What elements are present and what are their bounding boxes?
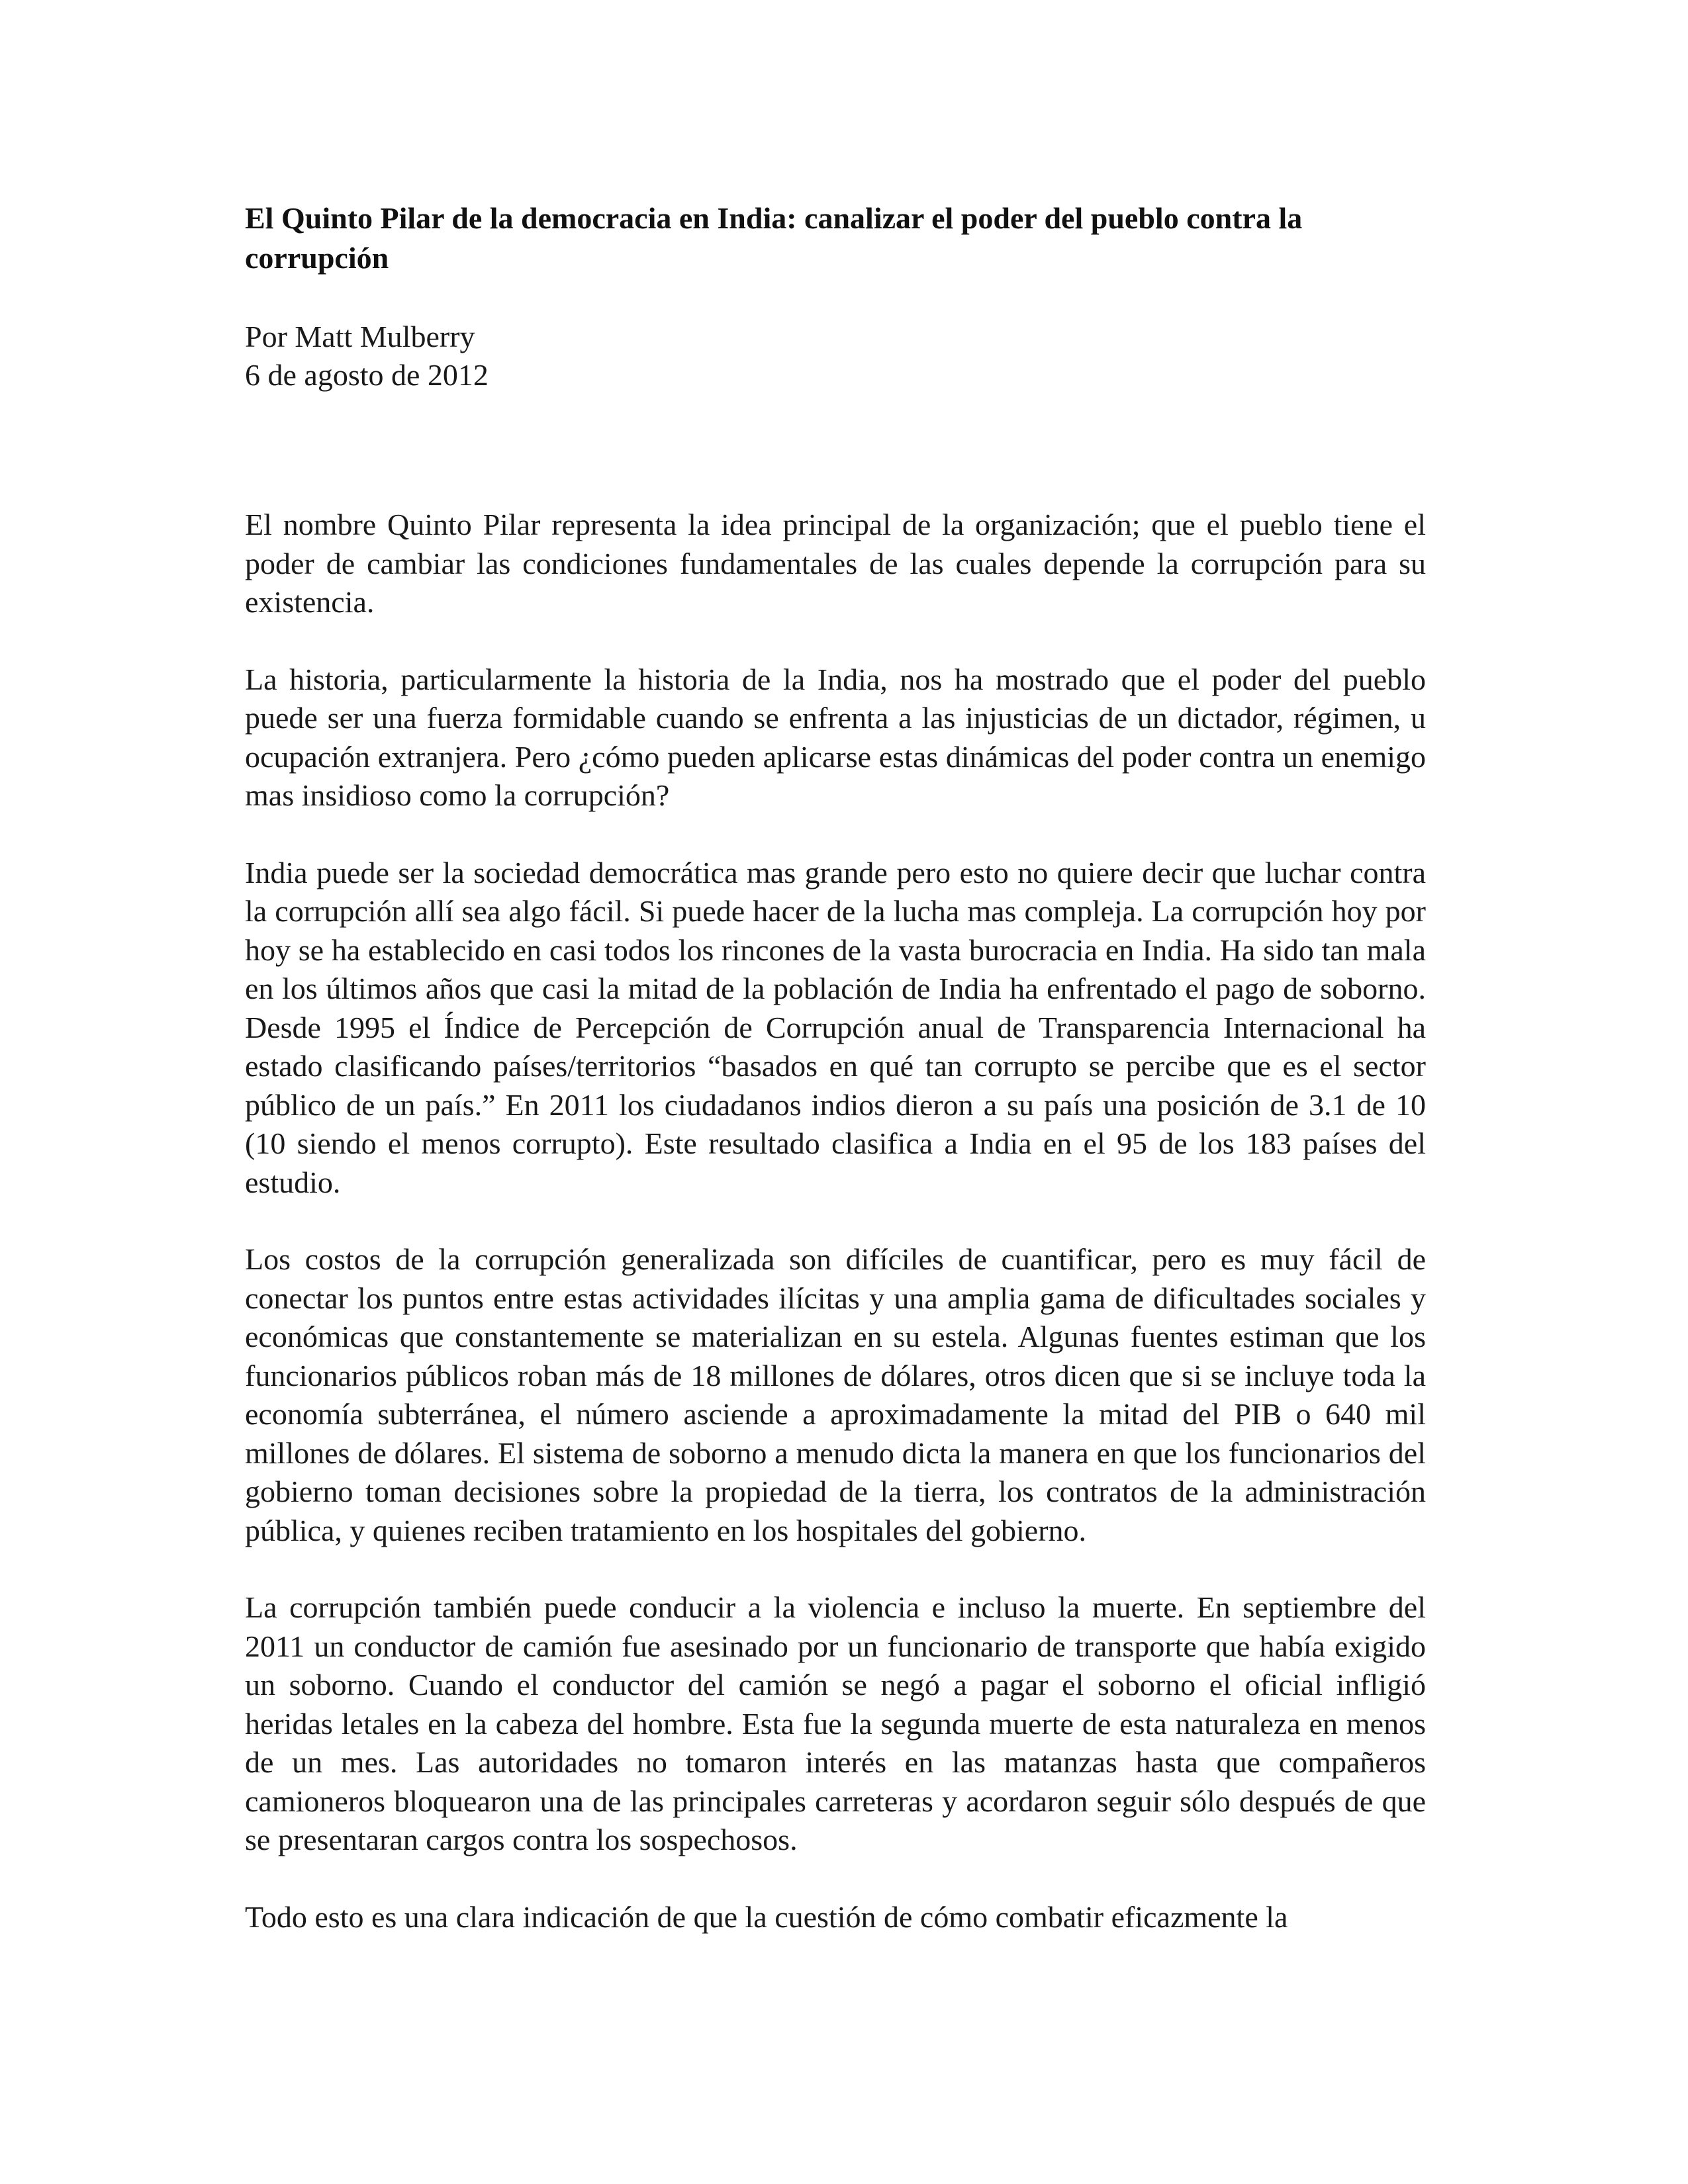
paragraph: India puede ser la sociedad democrática mas grande pero esto no quiere decir que luchar contra la corrupción allí sea algo fácil. Si puede hacer de la lucha mas compleja. La corrupción hoy por hoy se ha establecido en casi todos los rincones de la vasta burocracia en India. Ha sido tan mala en los últimos años que casi la mitad de la población de India ha enfrentado el pago de soborno. Desde 1995 el Índice de Percepción de Corrupción anual de Transparencia Internacional ha estado clasificando países/territorios “basados en qué tan corrupto se percibe que es el sector público de un país.” En 2011 los ciudadanos indios dieron a su país una posición de 3.1 de 10 (10 siendo el menos corrupto). Este resultado clasifica a India en el 95 de los 183 países del estudio. xyxy=(245,855,1426,1199)
document-title: El Quinto Pilar de la democracia en India: canalizar el poder del pueblo contra la corrupción xyxy=(245,201,1303,275)
paragraph: Los costos de la corrupción generalizada son difíciles de cuantificar, pero es muy fácil de conectar los puntos entre estas actividades ilícitas y una amplia gama de dificultades sociales y económicas que constantemente se materializan en su estela. Algunas fuentes estiman que los funcionarios públicos roban más de 18 millones de dólares, otros dicen que si se incluye toda la economía subterránea, el número asciende a aproximadamente la mitad del PIB o 640 mil millones de dólares. El sistema de soborno a menudo dicta la manera en que los funcionarios del gobierno toman decisiones sobre la propiedad de la tierra, los contratos de la administración pública, y quienes reciben tratamiento en los hospitales del gobierno. xyxy=(245,1242,1426,1547)
article-body xyxy=(245,506,1426,1936)
date-line: 6 de agosto de 2012 xyxy=(245,358,489,392)
document-content xyxy=(245,199,1426,1975)
paragraph: Todo esto es una clara indicación de que la cuestión de cómo combatir eficazmente la xyxy=(245,1899,1288,1934)
author-line: Por Matt Mulberry xyxy=(245,320,475,353)
paragraph: La historia, particularmente la historia de la India, nos ha mostrado que el poder del pueblo puede ser una fuerza formidable cuando se enfrenta a las injusticias de un dictador, régimen, u ocupación extranjera. Pero ¿cómo pueden aplicarse estas dinámicas del poder contra un enemigo mas insidioso como la corrupción? xyxy=(245,662,1426,812)
byline xyxy=(245,318,1426,394)
paragraph: La corrupción también puede conducir a la violencia e incluso la muerte. En septiembre del 2011 un conductor de camión fue asesinado por un funcionario de transporte que había exigido un soborno. Cuando el conductor del camión se negó a pagar el soborno el oficial infligió heridas letales en la cabeza del hombre. Esta fue la segunda muerte de esta naturaleza en menos de un mes. Las autoridades no tomaron interés en las matanzas hasta que compañeros camioneros bloquearon una de las principales carreteras y acordaron seguir sólo después de que se presentaran cargos contra los sospechosos. xyxy=(245,1590,1426,1856)
paragraph: El nombre Quinto Pilar representa la idea principal de la organización; que el pueblo tiene el poder de cambiar las condiciones fundamentales de las cuales depende la corrupción para su existencia. xyxy=(245,508,1426,619)
